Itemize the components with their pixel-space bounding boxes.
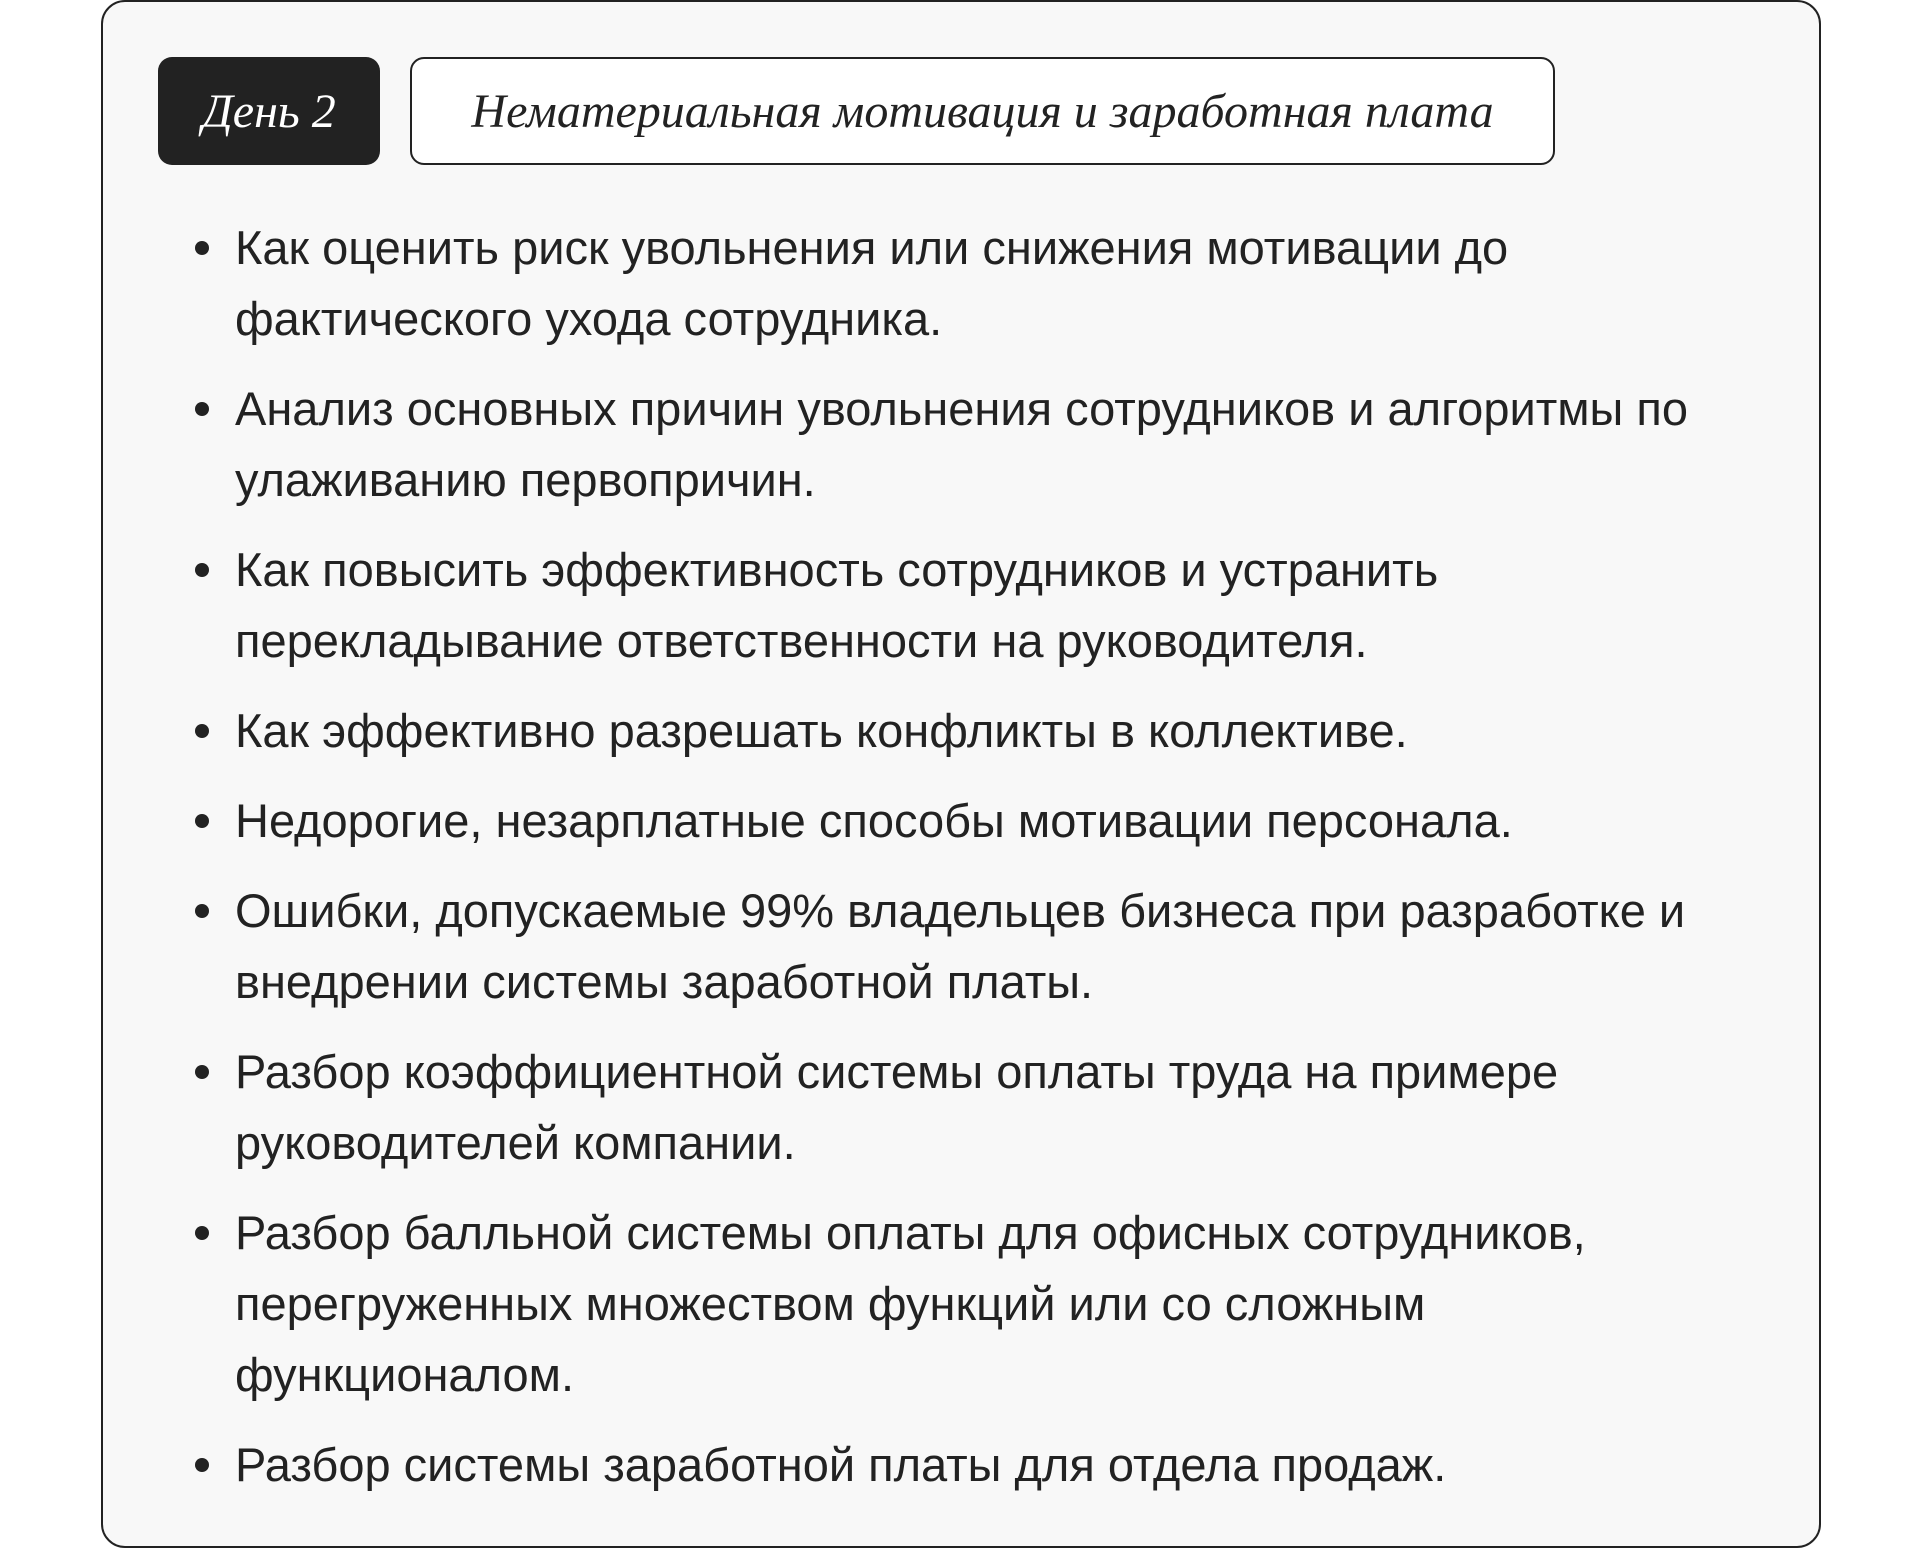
topic-text: Как оценить риск увольнения или снижения мотивации до фактического ухода сотрудника. [235,221,1509,345]
topic-text: Недорогие, незарплатные способы мотивации персонала. [235,794,1513,847]
topic-title-badge: Нематериальная мотивация и заработная плата [410,57,1555,165]
bullet-icon [195,1458,209,1472]
topic-text: Ошибки, допускаемые 99% владельцев бизнеса при разработке и внедрении системы заработной платы. [235,884,1686,1008]
bullet-icon [195,904,209,918]
bullet-icon [195,241,209,255]
card-header [158,57,1555,165]
topic-text: Разбор коэффициентной системы оплаты труда на примере руководителей компании. [235,1045,1559,1169]
bullet-icon [195,402,209,416]
topic-item [183,1429,1773,1500]
bullet-icon [195,1226,209,1240]
topic-item [183,534,1773,676]
bullet-icon [195,814,209,828]
topic-text: Анализ основных причин увольнения сотрудников и алгоритмы по улаживанию первопричин. [235,382,1688,506]
topic-item [183,212,1773,354]
topics-list [183,212,1773,1519]
bullet-icon [195,1065,209,1079]
topic-text: Разбор системы заработной платы для отдела продаж. [235,1438,1447,1491]
topic-item [183,1036,1773,1178]
day-badge: День 2 [158,57,380,165]
bullet-icon [195,724,209,738]
bullet-icon [195,563,209,577]
topic-item [183,1197,1773,1410]
topic-text: Как повысить эффективность сотрудников и устранить перекладывание ответственности на руководителя. [235,543,1439,667]
topic-item [183,695,1773,766]
topic-item [183,373,1773,515]
topic-text: Разбор балльной системы оплаты для офисных сотрудников, перегруженных множеством функций или со сложным функционалом. [235,1206,1586,1401]
program-day-card [101,0,1821,1548]
topic-item [183,785,1773,856]
topic-item [183,875,1773,1017]
topic-text: Как эффективно разрешать конфликты в коллективе. [235,704,1408,757]
